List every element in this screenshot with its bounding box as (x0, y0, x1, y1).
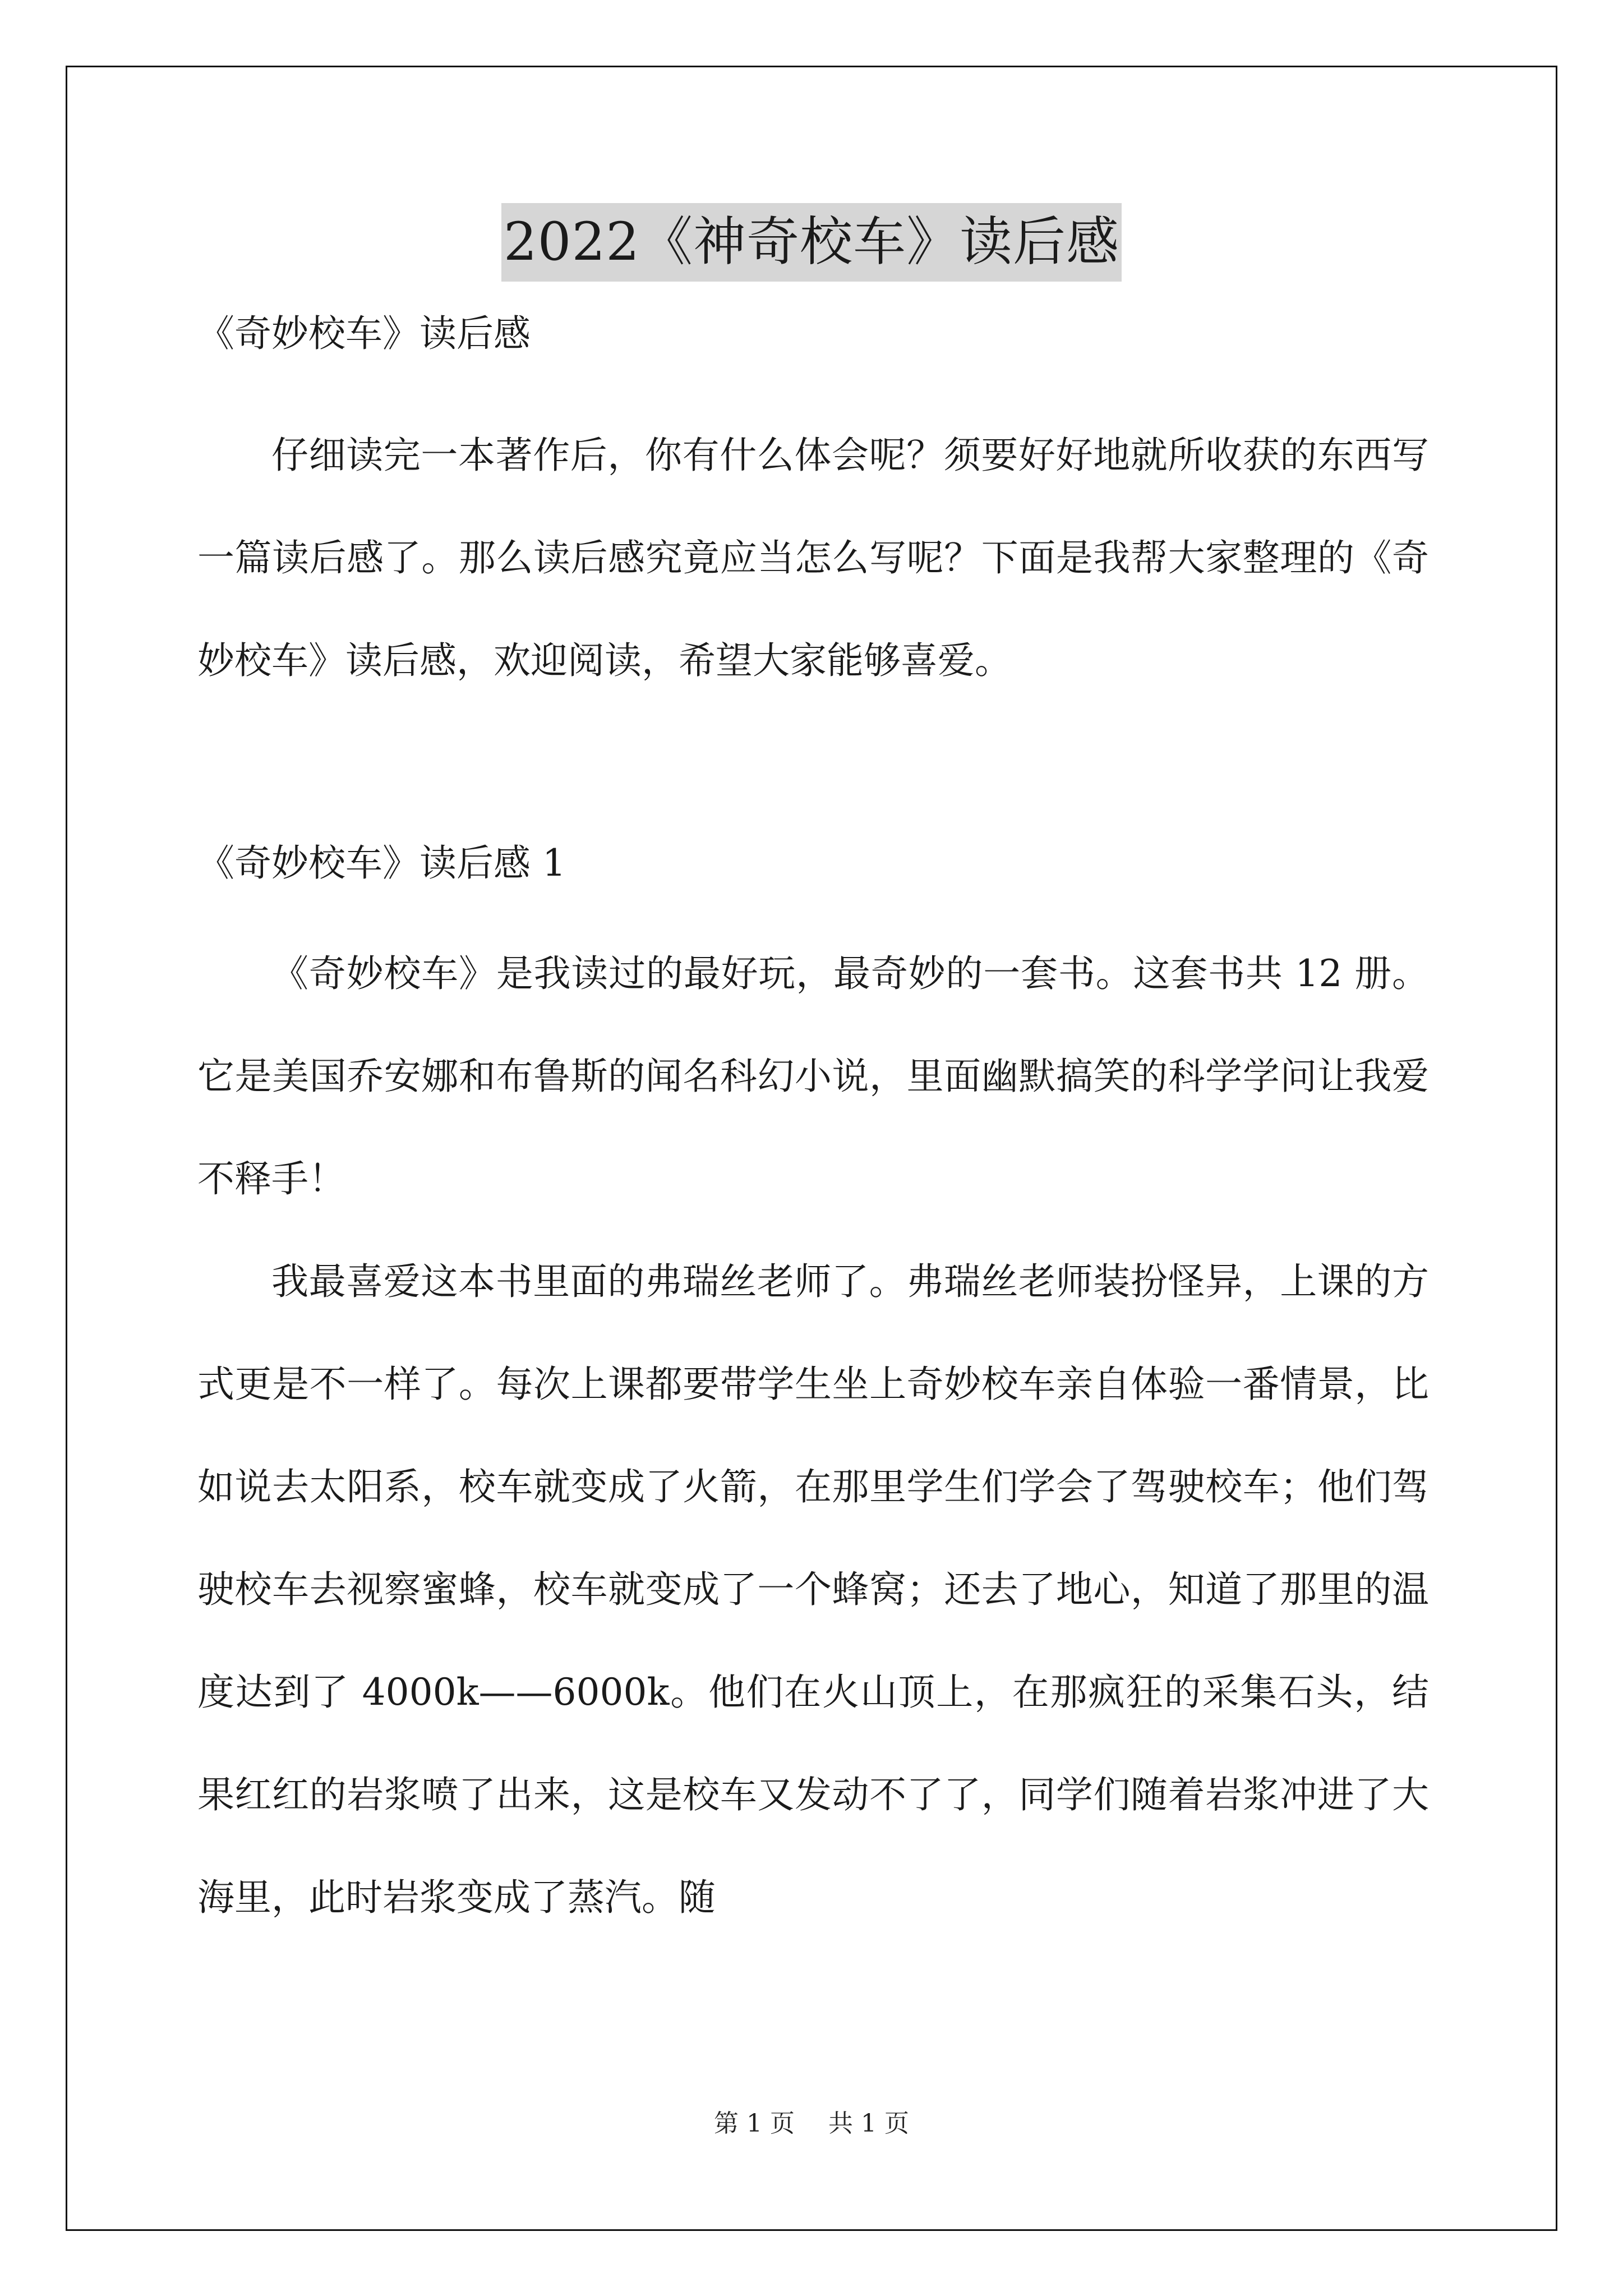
body-paragraph: 《奇妙校车》是我读过的最好玩，最奇妙的一套书。这套书共 12 册。它是美国乔安娜和布鲁斯的闻名科幻小说，里面幽默搞笑的科学学问让我爱不释手！ (197, 952, 1429, 1200)
intro-heading: 《奇妙校车》读后感 (197, 312, 531, 355)
body-paragraph: 我最喜爱这本书里面的弗瑞丝老师了。弗瑞丝老师装扮怪异，上课的方式更是不一样了。每次上课都要带学生坐上奇妙校车亲自体验一番情景，比如说去太阳系，校车就变成了火箭，在那里学生们学会了驾驶校车；他们驾驶校车去视察蜜蜂，校车就变成了一个蜂窝；还去了地心，知道了那里的温度达到了 4000k——6000k。他们在火山顶上，在那疯狂的采集石头，结果红红的岩浆喷了出来，这是校车又发动不了了，同学们随着岩浆冲进了大海里，此时岩浆变成了蒸汽。随 (197, 1260, 1429, 1919)
page-number: 第 1 页 (714, 2109, 795, 2138)
title-container (0, 203, 1623, 282)
spacer (197, 903, 1429, 922)
spacer (197, 712, 1429, 824)
page-footer (0, 2107, 1623, 2141)
intro-paragraph: 仔细读完一本著作后，你有什么体会呢？须要好好地就所收获的东西写一篇读后感了。那么读后感究竟应当怎么写呢？下面是我帮大家整理的《奇妙校车》读后感，欢迎阅读，希望大家能够喜爱。 (197, 434, 1429, 682)
spacer (197, 373, 1429, 404)
document-title: 2022《神奇校车》读后感 (501, 203, 1122, 282)
page-count: 共 1 页 (828, 2109, 909, 2138)
section-heading: 《奇妙校车》读后感 1 (197, 841, 566, 885)
document-body (197, 295, 1429, 1949)
